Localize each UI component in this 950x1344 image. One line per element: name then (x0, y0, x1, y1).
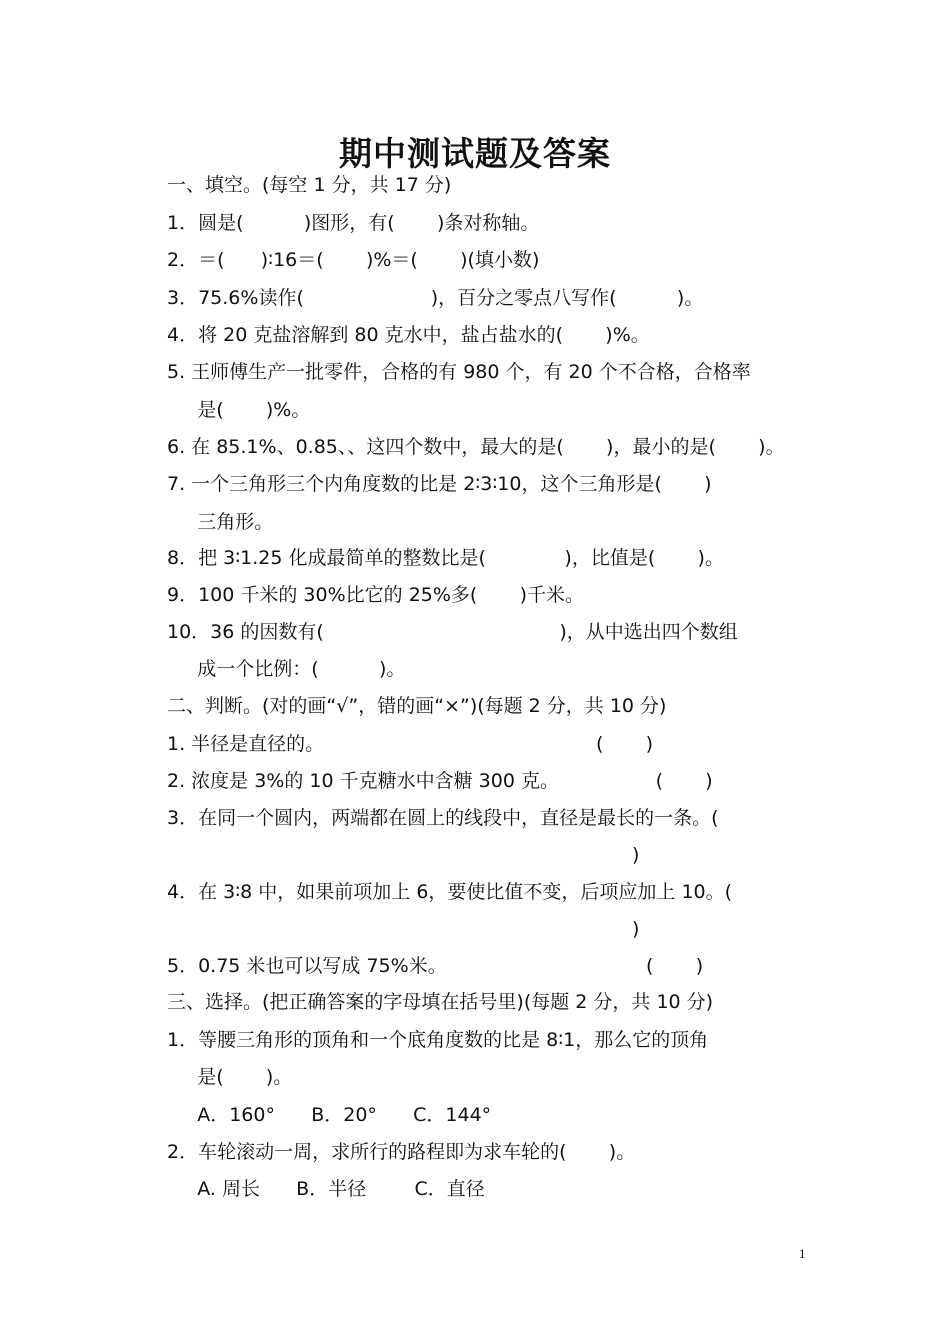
page-title: 期中测试题及答案 (339, 134, 611, 173)
question-line: 3．在同一个圆内，两端都在圆上的线段中，直径是最长的一条。( (167, 807, 719, 829)
choice-options: A．160° B．20° C．144° (167, 1104, 492, 1126)
question-line: 三角形。 (167, 511, 274, 533)
question-line: 5．0.75 米也可以写成 75%米。 ( ) (167, 955, 704, 977)
question-line: ) (167, 844, 640, 866)
question-line: 4．将 20 克盐溶解到 80 克水中，盐占盐水的( )%。 (167, 324, 650, 346)
question-line: 7. 一个三角形三个内角度数的比是 2∶3∶10，这个三角形是( ) (167, 473, 712, 495)
section-heading-fill-blank: 一、填空。(每空 1 分，共 17 分) (167, 174, 452, 196)
question-line: 1．等腰三角形的顶角和一个底角度数的比是 8∶1，那么它的顶角 (167, 1029, 709, 1051)
choice-options: A. 周长 B．半径 C．直径 (167, 1178, 485, 1200)
question-line: 1．圆是( )图形，有( )条对称轴。 (167, 212, 540, 234)
question-line: 成一个比例：( )。 (167, 658, 406, 680)
page-number: 1 (799, 1246, 806, 1261)
question-line: 2．车轮滚动一周，求所行的路程即为求车轮的( )。 (167, 1141, 636, 1163)
question-line: 2．＝( )∶16＝( )%＝( )(填小数) (167, 249, 540, 271)
question-line: 3．75.6%读作( )，百分之零点八写作( )。 (167, 287, 704, 309)
question-line: 9．100 千米的 30%比它的 25%多( )千米。 (167, 584, 585, 606)
section-heading-true-false: 二、判断。(对的画“√”，错的画“×”)(每题 2 分，共 10 分) (167, 695, 667, 717)
question-line: 6. 在 85.1%、0.85、、这四个数中，最大的是( )，最小的是( )。 (167, 436, 785, 458)
question-line: 8．把 3∶1.25 化成最简单的整数比是( )，比值是( )。 (167, 547, 724, 569)
question-line: 2. 浓度是 3%的 10 千克糖水中含糖 300 克。 ( ) (167, 770, 713, 792)
question-line: ) (167, 918, 640, 940)
question-line: 4．在 3∶8 中，如果前项加上 6，要使比值不变，后项应加上 10。( (167, 881, 733, 903)
question-line: 是( )。 (167, 1066, 293, 1088)
question-line: 1. 半径是直径的。 ( ) (167, 733, 654, 755)
question-line: 是( )%。 (167, 399, 311, 421)
question-line: 10．36 的因数有( )，从中选出四个数组 (167, 621, 738, 643)
section-heading-choice: 三、选择。(把正确答案的字母填在括号里)(每题 2 分，共 10 分) (167, 991, 714, 1013)
question-line: 5. 王师傅生产一批零件，合格的有 980 个，有 20 个不合格，合格率 (167, 361, 751, 383)
